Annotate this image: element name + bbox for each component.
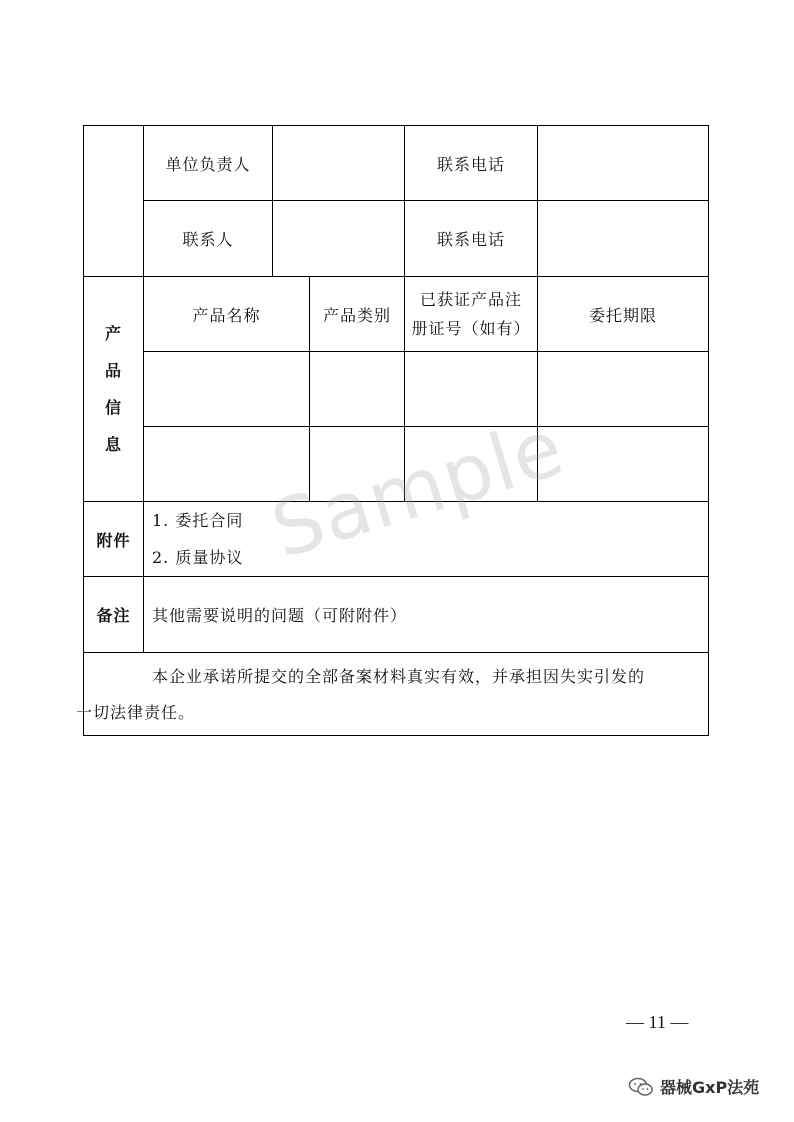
unit-head-label: 单位负责人 <box>144 126 273 201</box>
phone-label-1: 联系电话 <box>405 126 538 201</box>
brand-name: 器械GxP法苑 <box>660 1078 760 1097</box>
phone-value-1[interactable] <box>538 126 709 201</box>
phone-value-2[interactable] <box>538 201 709 277</box>
product-info-label: 产 品 信 息 <box>84 277 144 502</box>
product-name-cell[interactable] <box>144 352 310 427</box>
wechat-icon <box>628 1077 654 1097</box>
contact-value[interactable] <box>273 201 405 277</box>
sample-watermark: Sample <box>262 402 574 577</box>
attachment-item: 2. 质量协议 <box>152 548 244 567</box>
unit-head-value[interactable] <box>273 126 405 201</box>
brand-footer <box>628 1075 759 1098</box>
entrust-period-cell[interactable] <box>538 427 709 502</box>
entrust-period-cell[interactable] <box>538 352 709 427</box>
declaration: 本企业承诺所提交的全部备案材料真实有效，并承担因失实引发的 一切法律责任。 <box>84 653 709 736</box>
product-name-cell[interactable] <box>144 427 310 502</box>
page-number: — 11 — <box>626 1012 689 1032</box>
phone-label-2: 联系电话 <box>405 201 538 277</box>
product-category-cell[interactable] <box>310 427 405 502</box>
col-product-category: 产品类别 <box>310 277 405 352</box>
attachment-item: 1. 委托合同 <box>152 511 244 530</box>
col-entrust-period: 委托期限 <box>538 277 709 352</box>
attachments-list <box>144 502 709 577</box>
blank-section-cell <box>84 126 144 277</box>
cert-number-cell[interactable] <box>405 352 538 427</box>
contact-label: 联系人 <box>144 201 273 277</box>
filing-form-table <box>76 125 709 736</box>
cert-number-cell[interactable] <box>405 427 538 502</box>
attachments-label: 附件 <box>84 502 144 577</box>
remarks-text: 其他需要说明的问题（可附附件） <box>144 577 709 653</box>
col-product-name: 产品名称 <box>144 277 310 352</box>
col-cert-number: 已获证产品注 册证号（如有） <box>405 277 538 352</box>
remarks-label: 备注 <box>84 577 144 653</box>
product-category-cell[interactable] <box>310 352 405 427</box>
